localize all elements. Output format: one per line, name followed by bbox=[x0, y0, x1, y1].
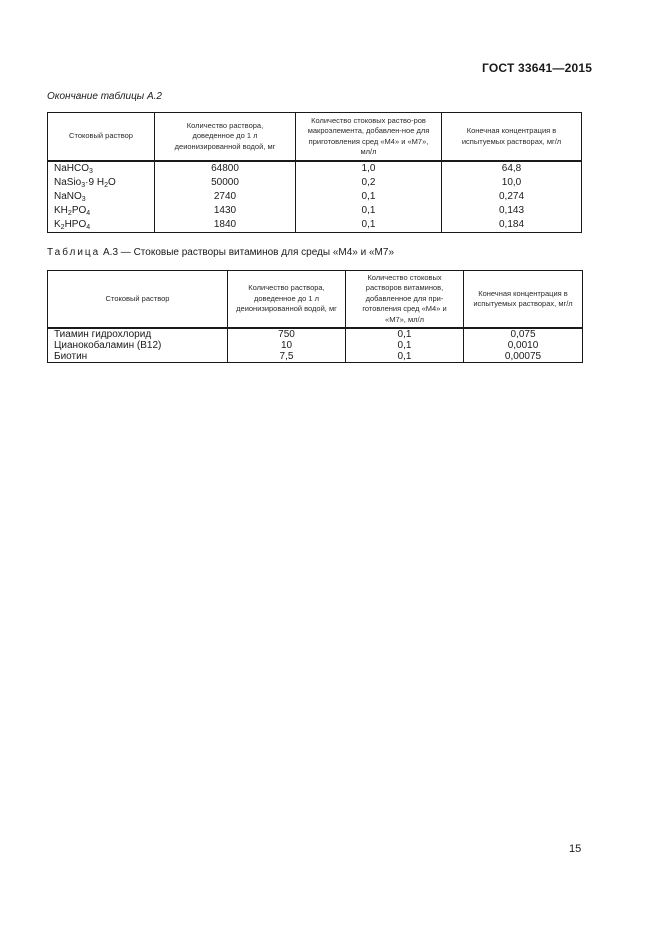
column-header-final-concentration: Конечная концентрация в испытуемых растворах, мг/л bbox=[464, 271, 583, 329]
table-a2-caption: Окончание таблицы А.2 bbox=[47, 91, 162, 102]
cell-amount: 1840 bbox=[155, 218, 296, 233]
table-row bbox=[48, 340, 583, 351]
cell-final: 0,0010 bbox=[464, 340, 583, 351]
cell-final: 0,184 bbox=[442, 218, 582, 233]
table-a3 bbox=[47, 270, 583, 363]
standard-code: ГОСТ 33641—2015 bbox=[482, 61, 593, 75]
cell-added: 1,0 bbox=[296, 161, 442, 176]
table-a3-caption-text: — Стоковые растворы витаминов для среды «М4» и «М7» bbox=[120, 247, 395, 258]
cell-amount: 10 bbox=[228, 340, 346, 351]
cell-added: 0,1 bbox=[346, 351, 464, 363]
column-header-amount: Количество раствора, доведенное до 1 л деионизированной водой, мг bbox=[228, 271, 346, 329]
table-row bbox=[48, 161, 582, 176]
cell-amount: 750 bbox=[228, 328, 346, 340]
cell-name: Цианокобаламин (В12) bbox=[48, 340, 228, 351]
cell-added: 0,1 bbox=[296, 218, 442, 233]
table-row bbox=[48, 190, 582, 204]
table-row bbox=[48, 204, 582, 218]
table-row bbox=[48, 351, 583, 363]
cell-final: 0,075 bbox=[464, 328, 583, 340]
column-header-amount: Количество раствора, доведенное до 1 л деионизированной водой, мг bbox=[155, 113, 296, 162]
table-row bbox=[48, 176, 582, 190]
cell-name: NaNO$_3$ bbox=[48, 190, 155, 204]
table-a3-caption-number: А.3 bbox=[103, 247, 119, 258]
cell-name: $K_2HPO_4$ bbox=[48, 218, 155, 233]
cell-amount: 1430 bbox=[155, 204, 296, 218]
column-header-added: Количество стоковых раство-ров макроэлемента, добавлен-ное для приготовления сред «М4» и «М7», мл/л bbox=[296, 113, 442, 162]
column-header-final-concentration: Конечная концентрация в испытуемых растворах, мг/л bbox=[442, 113, 582, 162]
cell-final: 0,274 bbox=[442, 190, 582, 204]
cell-name: $KH_2PO_4$ bbox=[48, 204, 155, 218]
cell-amount: 7,5 bbox=[228, 351, 346, 363]
column-header-added: Количество стоковых растворов витаминов, добавленное для при-готовления сред «М4» и «М7», мл/л bbox=[346, 271, 464, 329]
cell-name: Тиамин гидрохлорид bbox=[48, 328, 228, 340]
cell-added: 0,1 bbox=[296, 204, 442, 218]
page-number: 15 bbox=[569, 843, 582, 855]
table-a3-caption-prefix: Таблица bbox=[47, 247, 101, 258]
cell-added: 0,1 bbox=[346, 340, 464, 351]
cell-name: Биотин bbox=[48, 351, 228, 363]
cell-amount: 2740 bbox=[155, 190, 296, 204]
cell-added: 0,2 bbox=[296, 176, 442, 190]
cell-final: 10,0 bbox=[442, 176, 582, 190]
table-row bbox=[48, 328, 583, 340]
column-header-stock-solution: Стоковый раствор bbox=[48, 113, 155, 162]
cell-amount: 64800 bbox=[155, 161, 296, 176]
cell-name: NaHCO$_3$ bbox=[48, 161, 155, 176]
cell-amount: 50000 bbox=[155, 176, 296, 190]
cell-added: 0,1 bbox=[296, 190, 442, 204]
cell-added: 0,1 bbox=[346, 328, 464, 340]
column-header-stock-solution: Стоковый раствор bbox=[48, 271, 228, 329]
cell-final: 0,00075 bbox=[464, 351, 583, 363]
cell-final: 64,8 bbox=[442, 161, 582, 176]
cell-name: NaSio$_3$·9 $H_2O$ bbox=[48, 176, 155, 190]
table-row bbox=[48, 218, 582, 233]
table-a2 bbox=[47, 112, 582, 233]
table-a3-caption bbox=[47, 247, 394, 258]
cell-final: 0,143 bbox=[442, 204, 582, 218]
